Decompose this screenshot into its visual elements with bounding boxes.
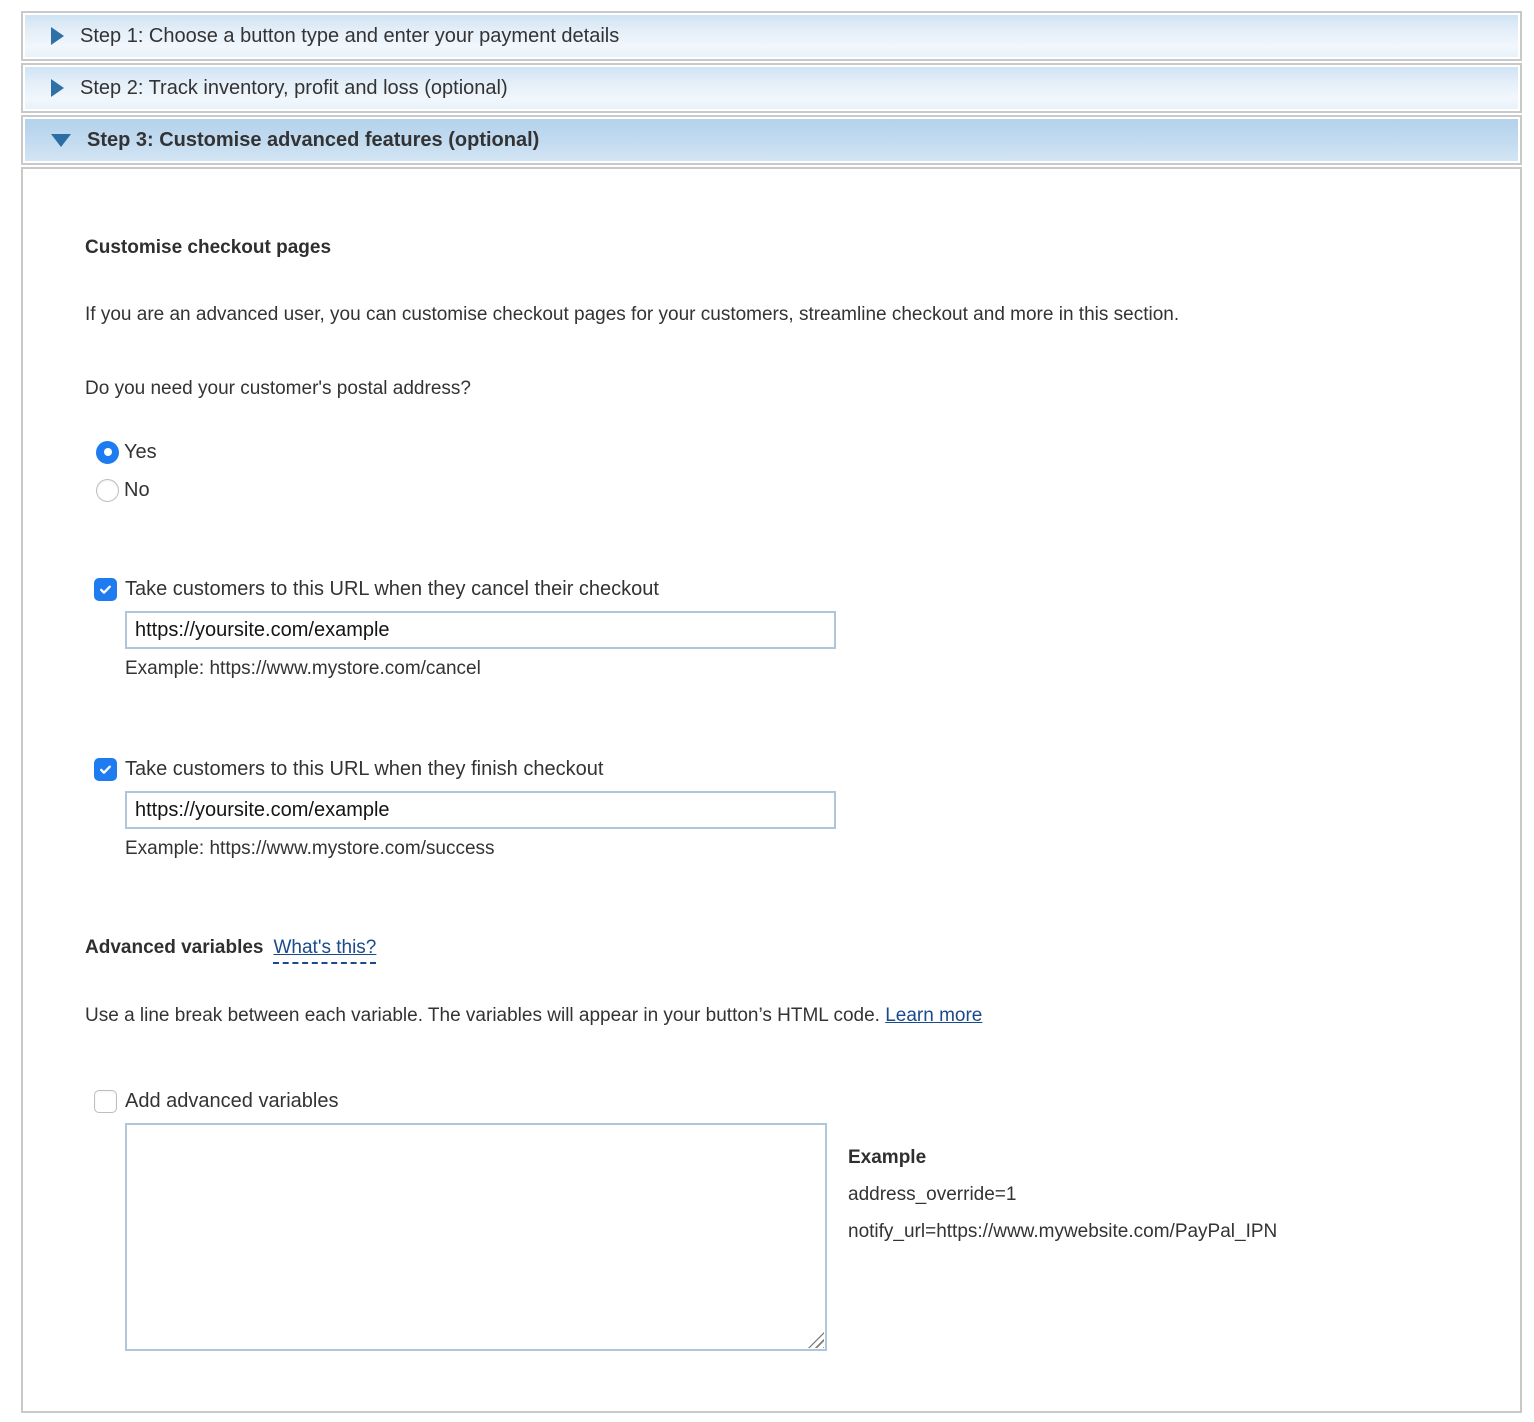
advanced-variables-textarea-wrap xyxy=(125,1123,827,1351)
radio-option-no[interactable] xyxy=(96,478,1480,502)
advanced-variables-example-block xyxy=(848,1123,1277,1250)
advanced-variables-textarea[interactable] xyxy=(125,1123,827,1351)
checkmark-icon xyxy=(98,762,113,777)
finish-url-example: Example: https://www.mystore.com/success xyxy=(125,838,495,859)
radio-no-label: No xyxy=(124,478,150,501)
example-variable-line: address_override=1 xyxy=(848,1184,1017,1205)
radio-unselected-icon[interactable] xyxy=(96,479,119,502)
add-advanced-variables-section xyxy=(85,1090,1480,1351)
finish-url-section xyxy=(85,758,1480,860)
postal-address-radio-group xyxy=(96,440,1480,502)
collapsed-arrow-icon xyxy=(51,79,64,97)
checkbox-unchecked-icon[interactable] xyxy=(94,1090,117,1113)
example-variable-line: notify_url=https://www.mywebsite.com/PayPal_IPN xyxy=(848,1221,1278,1242)
accordion-step-3-header[interactable] xyxy=(21,115,1522,165)
radio-selected-icon[interactable] xyxy=(96,441,119,464)
finish-url-checkbox-row[interactable] xyxy=(94,758,1480,781)
cancel-url-input[interactable] xyxy=(125,611,836,649)
accordion-step-2-header-inner xyxy=(25,67,1518,109)
cancel-url-section xyxy=(85,578,1480,680)
radio-yes-label: Yes xyxy=(124,440,157,463)
advanced-variables-heading-row xyxy=(85,937,1480,964)
accordion-step-3-header-inner xyxy=(25,119,1518,161)
accordion-step-2-title: Step 2: Track inventory, profit and loss (optional) xyxy=(80,76,508,99)
add-advanced-variables-label: Add advanced variables xyxy=(125,1090,339,1112)
radio-dot xyxy=(104,448,112,456)
cancel-url-checkbox-label: Take customers to this URL when they cancel their checkout xyxy=(125,578,659,600)
accordion-step-1-title: Step 1: Choose a button type and enter your payment details xyxy=(80,24,620,47)
instructions-text: Use a line break between each variable. The variables will appear in your button’s HTML code. xyxy=(85,1005,880,1026)
checkbox-checked-icon[interactable] xyxy=(94,578,117,601)
learn-more-link[interactable]: Learn more xyxy=(885,1005,983,1026)
cancel-url-checkbox-row[interactable] xyxy=(94,578,1480,601)
step-3-panel xyxy=(21,167,1522,1413)
example-heading: Example xyxy=(848,1147,927,1168)
customise-checkout-heading: Customise checkout pages xyxy=(85,237,332,258)
accordion-step-1-header-inner xyxy=(25,15,1518,57)
checkmark-icon xyxy=(98,582,113,597)
add-advanced-variables-checkbox-row[interactable] xyxy=(94,1090,1480,1113)
expanded-arrow-icon xyxy=(51,134,71,147)
customise-checkout-description: If you are an advanced user, you can customise checkout pages for your customers, streamline checkout and more in this section. xyxy=(85,304,1180,325)
radio-option-yes[interactable] xyxy=(96,440,1480,464)
advanced-variables-instructions xyxy=(85,998,1390,1034)
finish-url-input[interactable] xyxy=(125,791,836,829)
advanced-variables-textarea-row xyxy=(125,1123,1480,1351)
step-3-panel-content xyxy=(23,169,1520,1411)
accordion-step-2-header[interactable] xyxy=(21,63,1522,113)
whats-this-link[interactable]: What's this? xyxy=(273,937,376,964)
postal-address-question: Do you need your customer's postal address? xyxy=(85,378,471,399)
finish-url-checkbox-label: Take customers to this URL when they finish checkout xyxy=(125,758,604,780)
advanced-variables-heading: Advanced variables xyxy=(85,937,264,958)
cancel-url-example: Example: https://www.mystore.com/cancel xyxy=(125,658,481,679)
accordion-step-3-title: Step 3: Customise advanced features (optional) xyxy=(87,128,540,151)
checkbox-checked-icon[interactable] xyxy=(94,758,117,781)
accordion-step-1-header[interactable] xyxy=(21,11,1522,61)
collapsed-arrow-icon xyxy=(51,27,64,45)
